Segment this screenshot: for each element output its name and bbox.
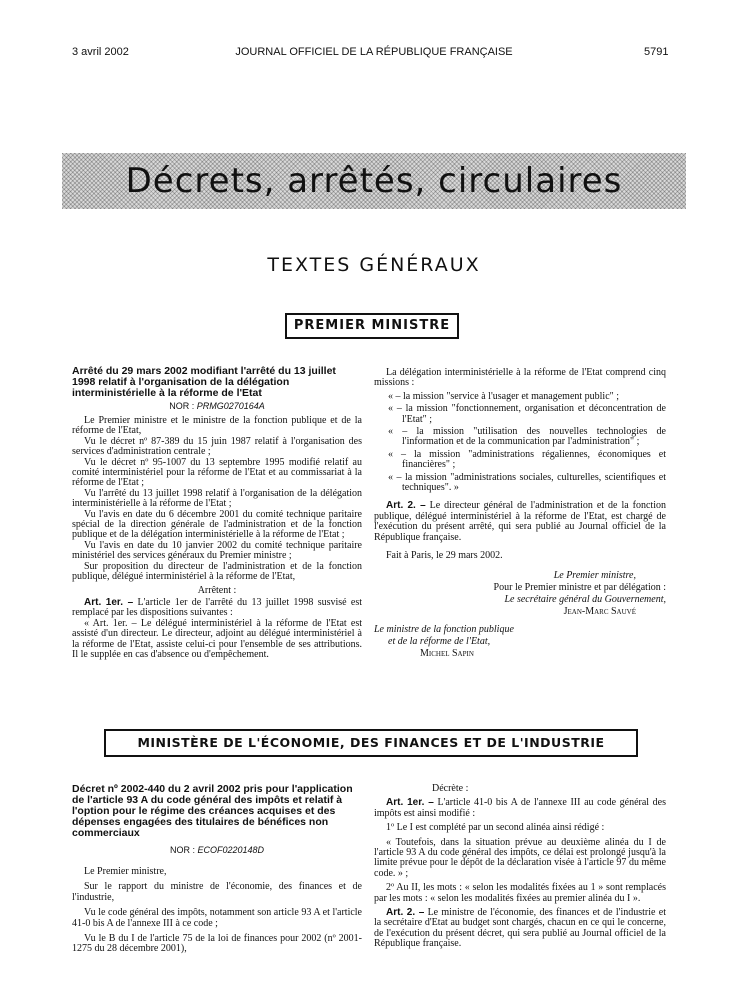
- nor-code: ECOF0220148D: [197, 845, 265, 855]
- arrete-paragraph: Sur proposition du directeur de l'administration et de la fonction publique, délégué interministériel à la réforme de l'Etat,: [72, 560, 362, 583]
- mission-item: « – la mission "administrations régaliennes, économiques et financières" ;: [388, 448, 666, 471]
- decret-article-2: [374, 908, 666, 950]
- decret-paragraph: 2º Au II, les mots : « selon les modalités fixées au 1 » sont remplacés par les mots : « selon les modalités fixées au premier alinéa du I ».: [374, 882, 666, 904]
- signature-block-2: [374, 624, 666, 660]
- signatory-role: Le ministre de la fonction publique: [374, 623, 514, 635]
- decret-article-1: [374, 798, 666, 819]
- banner-title: Décrets, arrêtés, circulaires: [125, 161, 623, 201]
- signatory-name: Michel Sapin: [420, 647, 474, 659]
- signature-block-1: [374, 570, 666, 618]
- decret-paragraph: 1º Le I est complété par un second alinéa ainsi rédigé :: [386, 822, 605, 834]
- decret-title: Décret nº 2002-440 du 2 avril 2002 pris pour l'application de l'article 93 A du code général des impôts et relatif à l'option pour le régime des créances acquises et des dépenses engagées des titulaires de bénéfices non commerciaux: [72, 783, 353, 839]
- section-title: TEXTES GÉNÉRAUX: [267, 254, 481, 276]
- mission-item: « – la mission "administrations sociales, culturelles, scientifiques et techniques". »: [388, 471, 666, 494]
- header-journal: JOURNAL OFFICIEL DE LA RÉPUBLIQUE FRANÇAISE: [235, 46, 513, 58]
- arrete-article-1-quote: « Art. 1er. – Le délégué interministériel à la réforme de l'Etat est assisté d'un directeur. Le directeur, adjoint au délégué interministériel à la réforme de l'Etat, assiste celui-ci pour l'ensemble de ses attributions. Il le supplée en cas d'absence ou d'empêchement.: [72, 617, 362, 660]
- missions-list: [374, 392, 666, 494]
- arrete-paragraph: Vu l'arrêté du 13 juillet 1998 relatif à l'organisation de la délégation interministérielle à la réforme de l'Etat ;: [72, 487, 362, 510]
- signatory-name: Jean-Marc Sauvé: [563, 605, 636, 617]
- arrete-article-1: [72, 598, 362, 619]
- signatory-role: et de la réforme de l'Etat,: [388, 635, 491, 647]
- decret-nor: [72, 845, 362, 855]
- arrete-left-column: [72, 366, 362, 660]
- arrete-article-2: [374, 501, 666, 543]
- article-text: L'article 41-0 bis A de l'annexe III au code général des impôts est ainsi modifié :: [374, 797, 666, 819]
- mission-item: « – la mission "service à l'usager et management public" ;: [388, 390, 620, 402]
- decret-paragraph: Sur le rapport du ministre de l'économie, des finances et de l'industrie,: [72, 881, 362, 903]
- arrete-paragraph: Vu l'avis en date du 10 janvier 2002 du comité technique paritaire ministériel des services généraux du Premier ministre ;: [72, 539, 362, 562]
- decret-paragraph: Le Premier ministre,: [84, 866, 167, 877]
- nor-code: PRMG0270164A: [196, 401, 265, 411]
- article-label: Art. 1er. –: [84, 596, 134, 608]
- signatory-delegation: Pour le Premier ministre et par délégation :: [493, 581, 666, 593]
- decret-paragraph: Vu le code général des impôts, notamment son article 93 A et l'article 41-0 bis A de l'annexe III à ce code ;: [72, 907, 362, 929]
- decret-paragraph: Vu le B du I de l'article 75 de la loi de finances pour 2002 (nº 2001-1275 du 28 décembre 2001),: [72, 933, 362, 955]
- mission-item: « – la mission "utilisation des nouvelles technologies de l'information et de la communication par l'administration" ;: [388, 426, 666, 448]
- section-banner: [62, 153, 686, 209]
- signatory-title: Le secrétaire général du Gouvernement,: [504, 593, 666, 605]
- arrete-paragraph: Vu le décret nº 95-1007 du 13 septembre 1995 modifié relatif au comité interministériel pour la réforme de l'Etat et au commissariat à la réforme de l'Etat ;: [72, 456, 362, 489]
- article-text: L'article 1er de l'arrêté du 13 juillet 1998 susvisé est remplacé par les dispositions suivantes :: [72, 596, 363, 619]
- decret-right-column: [374, 784, 666, 950]
- arrete-nor: [72, 401, 362, 411]
- signatory-role: Le Premier ministre,: [553, 569, 636, 581]
- ministry-box-premier-ministre: PREMIER MINISTRE: [285, 313, 459, 339]
- decret-decrete: Décrète :: [432, 783, 469, 794]
- nor-label: NOR :: [169, 401, 195, 411]
- arrete-arretent: Arrêtent :: [197, 584, 237, 596]
- article-label: Art. 2. –: [386, 907, 425, 919]
- decret-left-column: [72, 784, 362, 955]
- article-text: Le directeur général de l'administration et de la fonction publique, délégué interministériel à la réforme de l'Etat, est chargé de l'exécution du présent arrêté, qui sera publié au Journal officiel de la République française.: [374, 500, 666, 543]
- arrete-title: Arrêté du 29 mars 2002 modifiant l'arrêté du 13 juillet 1998 relatif à l'organisation de la délégation interministérielle à la réforme de l'Etat: [72, 365, 336, 399]
- decret-paragraph: « Toutefois, dans la situation prévue au deuxième alinéa du I de l'article 93 A du code général des impôts, ce délai est prolongé jusqu'à la limite prévue pour le dépôt de la déclaration visée à l'article 97 du même code. » ;: [374, 836, 666, 879]
- missions-intro: La délégation interministérielle à la réforme de l'Etat comprend cinq missions :: [374, 367, 666, 389]
- ministry-box-economie: MINISTÈRE DE L'ÉCONOMIE, DES FINANCES ET DE L'INDUSTRIE: [104, 729, 638, 757]
- nor-label: NOR :: [169, 845, 195, 855]
- article-label: Art. 2. –: [386, 500, 426, 512]
- fait-a-paris: Fait à Paris, le 29 mars 2002.: [386, 550, 503, 562]
- article-label: Art. 1er. –: [386, 797, 434, 809]
- arrete-right-column: [374, 368, 666, 660]
- article-text: Le ministre de l'économie, des finances et de l'industrie et la secrétaire d'Etat au budget sont chargés, chacun en ce qui le concerne, de l'exécution du présent décret, qui sera publié au Journal officiel de la République française.: [374, 907, 666, 950]
- arrete-paragraph: Le Premier ministre et le ministre de la fonction publique et de la réforme de l'Etat,: [72, 415, 362, 437]
- arrete-paragraph: Vu l'avis en date du 6 décembre 2001 du comité technique paritaire spécial de la direction générale de l'administration et de la fonction publique et de la délégation interministérielle à la réforme de l'Etat ;: [72, 508, 362, 541]
- mission-item: « – la mission "fonctionnement, organisation et déconcentration de l'Etat" ;: [388, 403, 666, 425]
- header-date: 3 avril 2002: [72, 46, 129, 58]
- arrete-paragraph: Vu le décret nº 87-389 du 15 juin 1987 relatif à l'organisation des services d'administration centrale ;: [72, 435, 362, 458]
- header-page-number: 5791: [644, 46, 669, 58]
